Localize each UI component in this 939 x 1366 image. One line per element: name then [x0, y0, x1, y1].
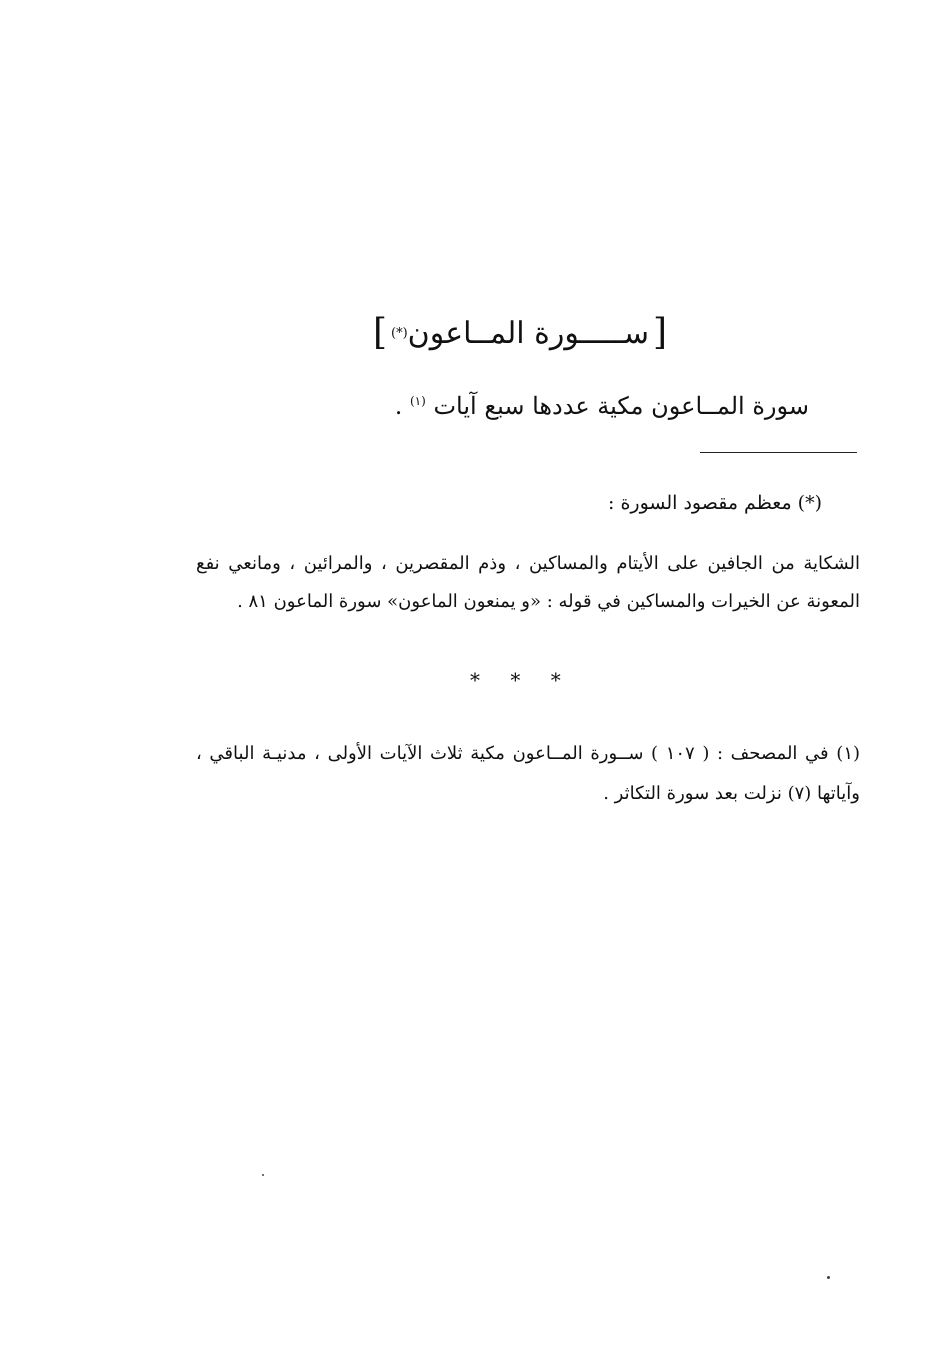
section-divider-stars: * * * — [470, 668, 573, 692]
title-close-bracket: ] — [372, 312, 388, 353]
footnote-one: (١) في المصحف : ( ١٠٧ ) ســورة المــاعون مكية ثلاث الآيات الأولى ، مدنيـة الباقي ، وآياتها (٧) نزلت بعد سورة التكاثر . — [196, 743, 861, 804]
footnote-star-heading: (*) معظم مقصود السورة : — [608, 492, 822, 514]
intro-footnote-ref: (١) — [409, 394, 426, 408]
footnote-star-body: الشكاية من الجافين على الأيتام والمساكين ، وذم المقصرين ، والمرائين ، ومانعي نفع المعونة عن الخيرات والمساكين في قوله : «و يمنعون الماعون» سورة الماعون ٨١ . — [196, 553, 860, 612]
title-open-bracket: [ — [652, 312, 668, 353]
intro-line — [394, 392, 809, 432]
intro-text: سورة المــاعون مكية عددها سبع آيات — [433, 392, 809, 420]
surah-title — [372, 308, 668, 358]
title-footnote-marker: (*) — [391, 325, 408, 341]
scan-speck — [262, 1174, 264, 1176]
intro-end: . — [394, 392, 403, 420]
title-text: ســـــورة المــاعون — [407, 315, 649, 351]
scan-speck — [827, 1276, 830, 1279]
footnote-separator-line — [700, 452, 857, 453]
